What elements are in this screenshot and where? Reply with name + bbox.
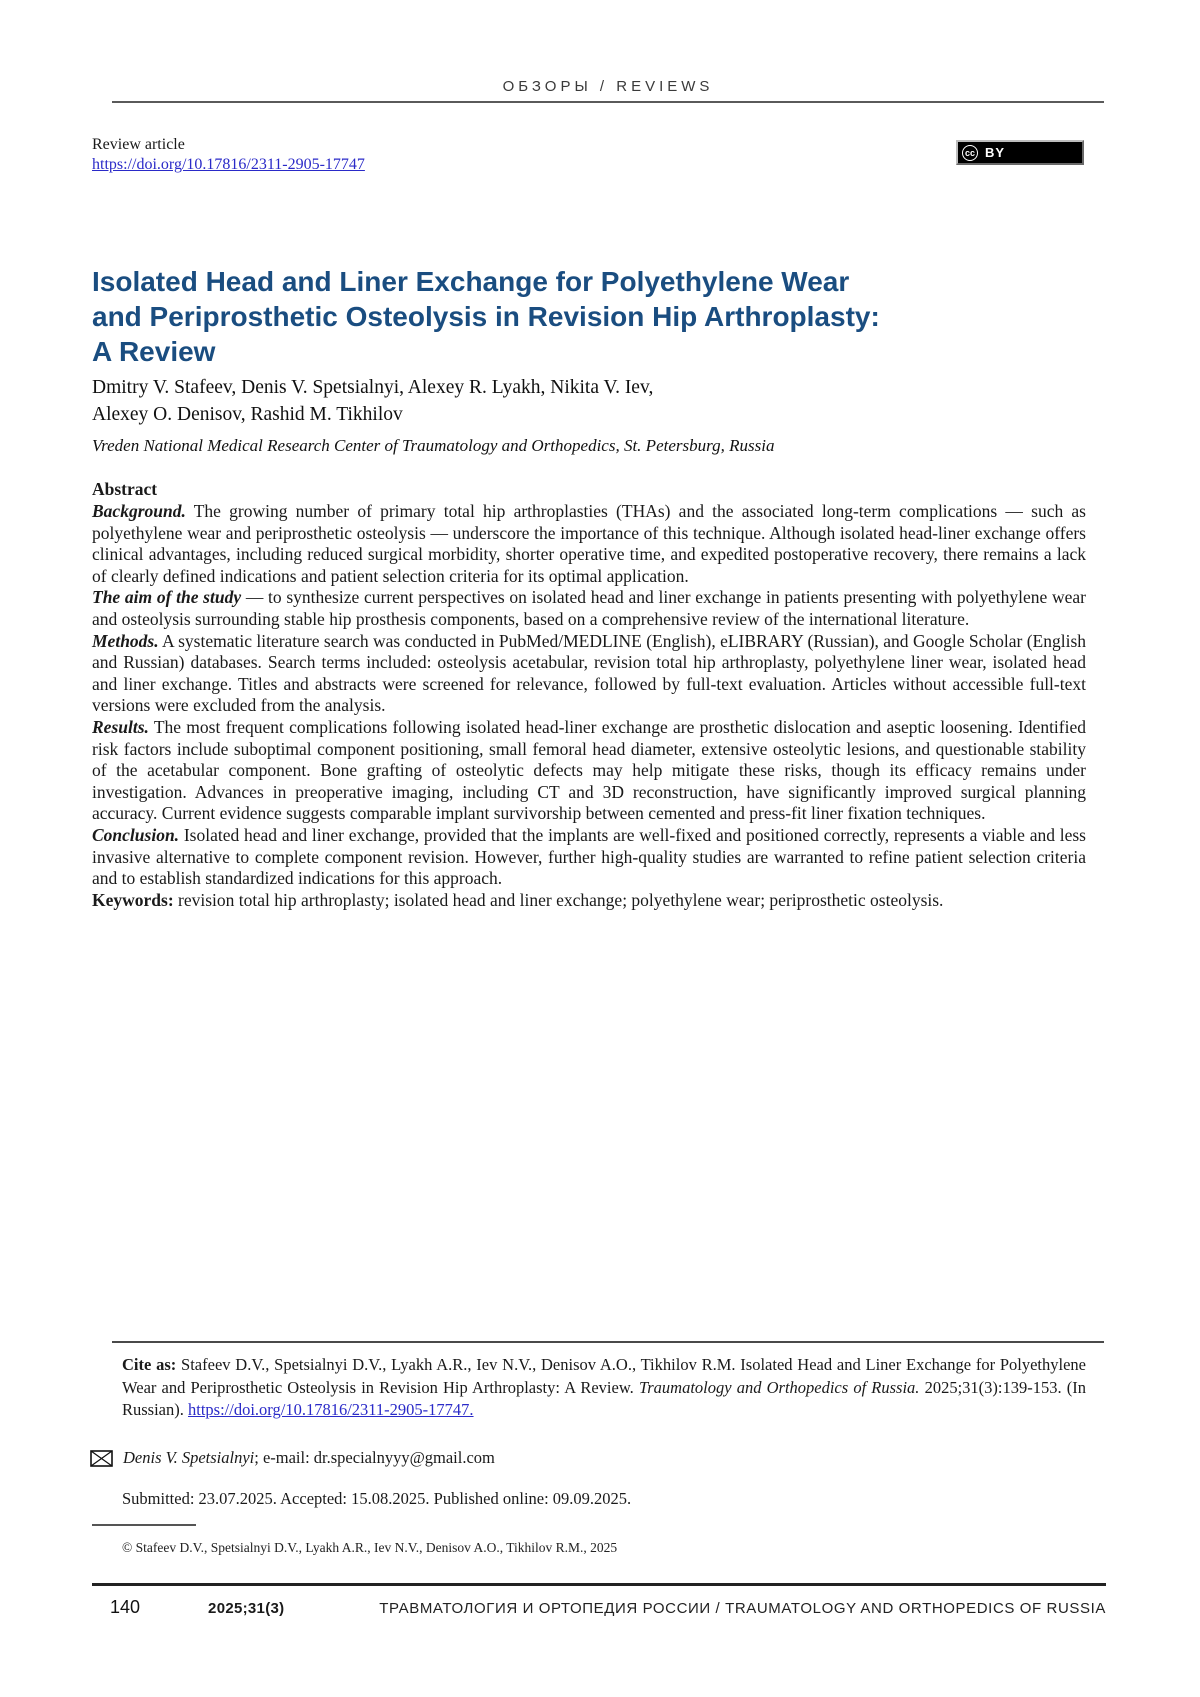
- cite-as-label: Cite as:: [122, 1355, 177, 1374]
- paper-title-line-2: and Periprosthetic Osteolysis in Revision Hip Arthroplasty:: [92, 301, 880, 332]
- paper-title: [92, 264, 1092, 369]
- abstract-methods-text: A systematic literature search was conducted in PubMed/MEDLINE (English), eLIBRARY (Russian), and Google Scholar (English and Russian) databases. Search terms included: osteolysis acetabular, revision total hip arthroplasty, polyethylene liner wear, isolated head and liner exchange. Titles and abstracts were screened for relevance, followed by full-text evaluation. Articles without accessible full-text versions were excluded from the analysis.: [92, 630, 1086, 716]
- citation-text: Stafeev D.V., Spetsialnyi D.V., Lyakh A.R., Iev N.V., Denisov A.O., Tikhilov R.M. Isolated Head and Liner Exchange for Polyethylene Wear and Periprosthetic Osteolysis in Revision Hip Arthroplasty: A Review.: [122, 1355, 1087, 1397]
- copyright-rule: [92, 1524, 196, 1526]
- doi-line: [92, 156, 365, 174]
- abstract-methods-label: Methods.: [92, 630, 159, 651]
- page-number: 140: [110, 1597, 141, 1617]
- creative-commons-icon: cc: [962, 145, 978, 161]
- citation-block: [122, 1354, 1086, 1422]
- abstract-aim-text: — to synthesize current perspectives on isolated head and liner exchange in patients presenting with polyethylene wear and osteolysis surrounding stable hip prosthesis components, based on a comprehensive review of the international literature.: [92, 587, 1087, 629]
- corresponding-author-email: ; e-mail: dr.specialnyyy@gmail.com: [254, 1448, 495, 1467]
- footer: [92, 1597, 1106, 1618]
- footer-rule: [92, 1583, 1106, 1586]
- header-rule: [112, 101, 1104, 103]
- keywords-label: Keywords:: [92, 889, 174, 910]
- affiliation: Vreden National Medical Research Center of Traumatology and Orthopedics, St. Petersburg, Russia: [92, 436, 775, 455]
- footer-issue: 2025;31(3): [208, 1600, 285, 1617]
- paper-title-line-3: A Review: [92, 336, 216, 367]
- abstract-background-label: Background.: [92, 501, 186, 521]
- section-running-head: ОБЗОРЫ / REVIEWS: [502, 78, 714, 95]
- paper-title-line-1: Isolated Head and Liner Exchange for Polyethylene Wear: [92, 266, 850, 297]
- abstract-results-text: The most frequent complications following isolated head-liner exchange are prosthetic dislocation and aseptic loosening. Identified risk factors include suboptimal component positioning, small femoral head diameter, extensive osteolytic lesions, and questionable stability of the acetabular component. Bone grafting of osteolytic defects may help mitigate these risks, though its efficacy remains under investigation. Advances in preoperative imaging, including CT and 3D reconstruction, have significantly improved surgical planning accuracy. Current evidence suggests comparable implant survivorship between cemented and press-fit liner fixation techniques.: [92, 716, 1086, 824]
- cc-by-label: BY: [985, 145, 1006, 160]
- authors-line-2: Alexey O. Denisov, Rashid M. Tikhilov: [92, 404, 403, 425]
- abstract-body: [92, 501, 1086, 911]
- article-type-label: Review article: [92, 136, 185, 153]
- abstract-aim: [92, 587, 1086, 630]
- copyright-line: © Stafeev D.V., Spetsialnyi D.V., Lyakh A.R., Iev N.V., Denisov A.O., Tikhilov R.M., 2025: [122, 1540, 618, 1555]
- abstract-background: [92, 501, 1086, 587]
- abstract-results-label: Results.: [92, 716, 149, 737]
- submission-dates: Submitted: 23.07.2025. Accepted: 15.08.2025. Published online: 09.09.2025.: [122, 1489, 632, 1508]
- correspondence-text: [123, 1448, 495, 1468]
- abstract-aim-label: The aim of the study: [92, 587, 242, 608]
- citation-doi-link[interactable]: https://doi.org/10.17816/2311-2905-17747.: [188, 1400, 474, 1419]
- abstract-methods: [92, 631, 1086, 717]
- citation-journal-name: Traumatology and Orthopedics of Russia.: [638, 1377, 920, 1397]
- footer-journal-name: ТРАВМАТОЛОГИЯ И ОРТОПЕДИЯ РОССИИ / TRAUMATOLOGY AND ORTHOPEDICS OF RUSSIA: [379, 1600, 1106, 1617]
- correspondence-line: [90, 1448, 1086, 1468]
- keywords-text: revision total hip arthroplasty; isolated head and liner exchange; polyethylene wear; periprosthetic osteolysis.: [178, 889, 944, 910]
- abstract-results: [92, 717, 1086, 825]
- citation-issue-pages: 2025;31(3):139-153. (In Russian).: [122, 1377, 1087, 1419]
- corresponding-author-name: Denis V. Spetsialnyi: [123, 1448, 255, 1467]
- abstract-conclusion-label: Conclusion.: [92, 824, 180, 845]
- authors-line-1: Dmitry V. Stafeev, Denis V. Spetsialnyi, Alexey R. Lyakh, Nikita V. Iev,: [92, 377, 654, 398]
- abstract-conclusion: [92, 825, 1086, 890]
- abstract-conclusion-text: Isolated head and liner exchange, provided that the implants are well-fixed and positioned correctly, represents a viable and less invasive alternative to complete component revision. However, further high-quality studies are warranted to refine patient selection criteria and to establish standardized indications for this approach.: [92, 824, 1086, 889]
- citation-rule: [112, 1341, 1104, 1343]
- envelope-icon: [90, 1450, 113, 1467]
- cc-by-license-badge[interactable]: [956, 140, 1084, 165]
- keywords-line: [92, 890, 1086, 912]
- doi-link[interactable]: https://doi.org/10.17816/2311-2905-17747: [92, 156, 365, 173]
- abstract-heading: Abstract: [92, 479, 158, 499]
- authors: [92, 374, 1092, 428]
- abstract-background-text: The growing number of primary total hip arthroplasties (THAs) and the associated long-term complications — such as polyethylene wear and periprosthetic osteolysis — underscore the importance of this technique. Although isolated head-liner exchange offers clinical advantages, including reduced surgical morbidity, shorter operative time, and expedited postoperative recovery, there remains a lack of clearly defined indications and patient selection criteria for its optimal application.: [92, 501, 1086, 586]
